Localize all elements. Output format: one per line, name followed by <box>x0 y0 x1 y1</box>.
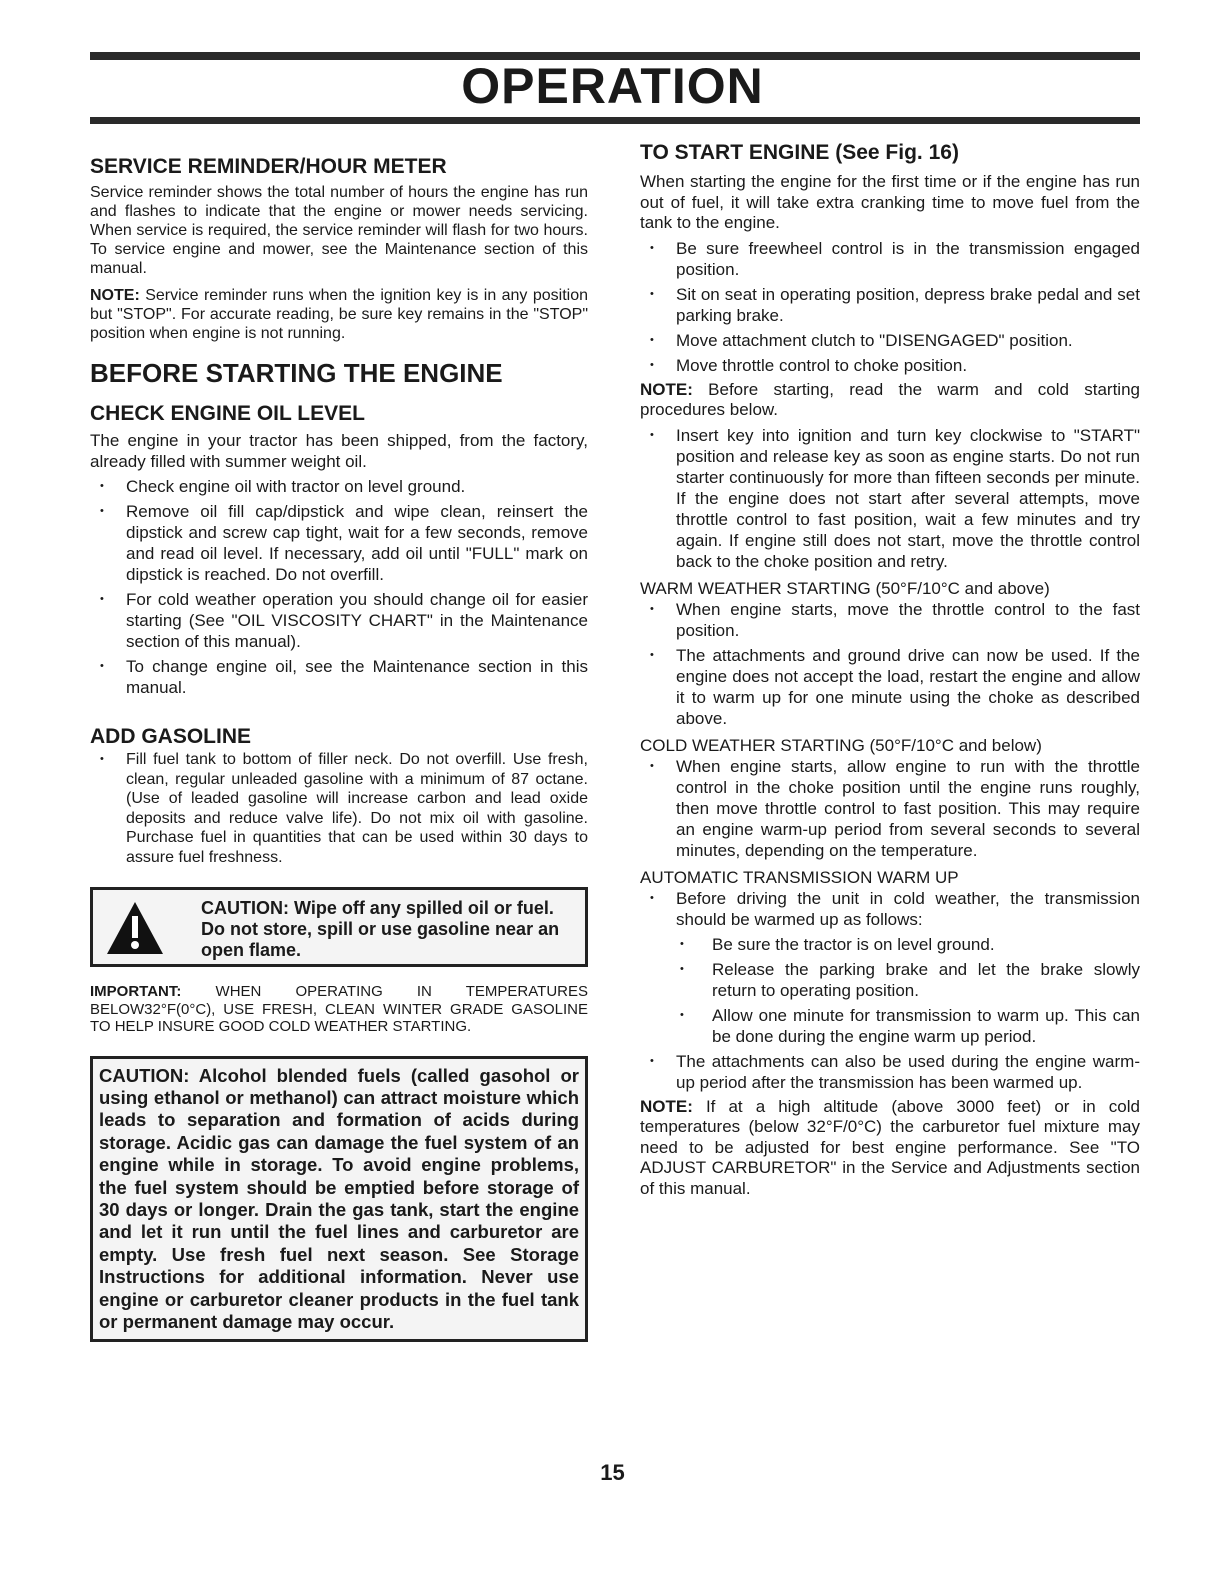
auto-bullet-list <box>640 888 1140 930</box>
note-label: NOTE: <box>90 287 140 304</box>
list-item: • Fill fuel tank to bottom of filler neck. Do not overfill. Use fresh, clean, regular unleaded gasoline with a minimum of 87 octane. (Use of leaded gasoline will increase carbon and lead oxide deposits and reduce valve life). Do not mix oil with gasoline. Purchase fuel in quantities that can be used within 30 days to assure fuel freshness. <box>90 750 588 867</box>
start-bullet-list <box>640 238 1140 376</box>
oil-paragraph: The engine in your tractor has been shipped, from the factory, already filled with summer weight oil. <box>90 431 588 471</box>
service-reminder-paragraph: Service reminder shows the total number of hours the engine has run and flashes to indicate that the engine or mower needs servicing. When service is required, the service reminder will flash for two hours. To service engine and mower, see the Maintenance section of this manual. <box>90 184 588 277</box>
left-column <box>90 140 588 1342</box>
page-title: OPERATION <box>461 58 764 114</box>
key-bullet-list <box>640 425 1140 572</box>
note-text: Service reminder runs when the ignition key is in any position but "STOP". For accurate reading, be sure key remains in the "STOP" position when engine is not running. <box>90 287 588 342</box>
caution-text: CAUTION: Wipe off any spilled oil or fuel. Do not store, spill or use gasoline near an open flame. <box>201 898 560 960</box>
list-item: • To change engine oil, see the Maintenance section in this manual. <box>90 656 588 698</box>
list-item: • When engine starts, allow engine to run with the throttle control in the choke position until the engine runs roughly, then move throttle control to fast position. This may require an engine warm-up period from several seconds to several minutes, depending on the temperature. <box>640 756 1140 861</box>
caution-box-alcohol: CAUTION: Alcohol blended fuels (called gasohol or using ethanol or methanol) can attract moisture which leads to separation and formation of acids during storage. Acidic gas can damage the fuel system of an engine while in storage. To avoid engine problems, the fuel system should be emptied before storage of 30 days or longer. Drain the gas tank, start the engine and let it run until the fuel lines and carburetor are empty. Use fresh fuel next season. See Storage Instructions for additional information. Never use engine or carburetor cleaner products in the fuel tank or permanent damage may occur. <box>90 1056 588 1343</box>
warm-bullet-list <box>640 599 1140 729</box>
warm-weather-heading: WARM WEATHER STARTING (50°F/10°C and above) <box>640 578 1050 598</box>
list-item: • Release the parking brake and let the brake slowly return to operating position. <box>640 959 1140 1001</box>
note-text: Before starting, read the warm and cold starting procedures below. <box>640 379 1140 419</box>
start-engine-heading: TO START ENGINE (See Fig. 16) <box>640 141 959 164</box>
page-number: 15 <box>600 1460 625 1485</box>
list-item: • Check engine oil with tractor on level ground. <box>90 476 588 497</box>
service-note <box>90 286 588 343</box>
before-starting-heading: BEFORE STARTING THE ENGINE <box>90 358 503 388</box>
list-item: • For cold weather operation you should change oil for easier starting (See "OIL VISCOSITY CHART" in the Maintenance section of this manual). <box>90 589 588 652</box>
list-item: • Be sure the tractor is on level ground. <box>640 934 1140 955</box>
list-item: • The attachments can also be used during the engine warm-up period after the transmission has been warmed up. <box>640 1051 1140 1093</box>
list-item: • Be sure freewheel control is in the transmission engaged position. <box>640 238 1140 280</box>
auto-sub-list <box>640 934 1140 1047</box>
bottom-rule <box>90 117 1140 124</box>
auto-transmission-heading: AUTOMATIC TRANSMISSION WARM UP <box>640 867 959 887</box>
list-item: • The attachments and ground drive can now be used. If the engine does not accept the load, restart the engine and allow it to warm up for one minute using the choke as described above. <box>640 645 1140 729</box>
important-note <box>90 983 588 1036</box>
note-label: NOTE: <box>640 379 693 399</box>
warning-triangle-icon <box>105 900 165 956</box>
important-label: IMPORTANT: <box>90 983 182 1000</box>
list-item: • Insert key into ignition and turn key clockwise to "START" position and release key as soon as engine starts. Do not run starter continuously for more than fifteen seconds per minute. If the engine does not start after several attempts, move throttle control to fast position, wait a few minutes and try again. If engine still does not start, move the throttle control back to the choke position and retry. <box>640 425 1140 572</box>
check-oil-heading: CHECK ENGINE OIL LEVEL <box>90 402 365 425</box>
auto-bullet-list-2 <box>640 1051 1140 1093</box>
cold-bullet-list <box>640 756 1140 861</box>
gas-bullet-list <box>90 750 588 867</box>
note-text: If at a high altitude (above 3000 feet) or in cold temperatures (below 32°F/0°C) the carburetor fuel mixture may need to be adjusted for best engine performance. See "TO ADJUST CARBURETOR" in the Service and Adjustments section of this manual. <box>640 1096 1140 1198</box>
altitude-note <box>640 1097 1140 1200</box>
start-paragraph: When starting the engine for the first time or if the engine has run out of fuel, it will take extra cranking time to move fuel from the tank to the engine. <box>640 172 1140 232</box>
cold-weather-heading: COLD WEATHER STARTING (50°F/10°C and below) <box>640 735 1042 755</box>
right-column <box>640 140 1140 1199</box>
important-text: WHEN OPERATING IN TEMPERATURES BELOW32°F(0°C), USE FRESH, CLEAN WINTER GRADE GASOLINE TO HELP INSURE GOOD COLD WEATHER STARTING. <box>90 983 588 1035</box>
oil-bullet-list <box>90 476 588 698</box>
caution-box-fuel <box>90 887 588 967</box>
add-gasoline-heading: ADD GASOLINE <box>90 725 252 748</box>
start-note <box>640 380 1140 421</box>
list-item: • Move throttle control to choke position. <box>640 355 1140 376</box>
list-item: • Move attachment clutch to "DISENGAGED" position. <box>640 330 1140 351</box>
list-item: • Sit on seat in operating position, depress brake pedal and set parking brake. <box>640 284 1140 326</box>
list-item: • Before driving the unit in cold weather, the transmission should be warmed up as follows: <box>640 888 1140 930</box>
service-reminder-heading: SERVICE REMINDER/HOUR METER <box>90 155 447 178</box>
list-item: • Remove oil fill cap/dipstick and wipe clean, reinsert the dipstick and screw cap tight, wait for a few seconds, remove and read oil level. If necessary, add oil until "FULL" mark on dipstick is reached. Do not overfill. <box>90 501 588 585</box>
list-item: • When engine starts, move the throttle control to the fast position. <box>640 599 1140 641</box>
list-item: • Allow one minute for transmission to warm up. This can be done during the engine warm up period. <box>640 1005 1140 1047</box>
note-label: NOTE: <box>640 1096 693 1116</box>
